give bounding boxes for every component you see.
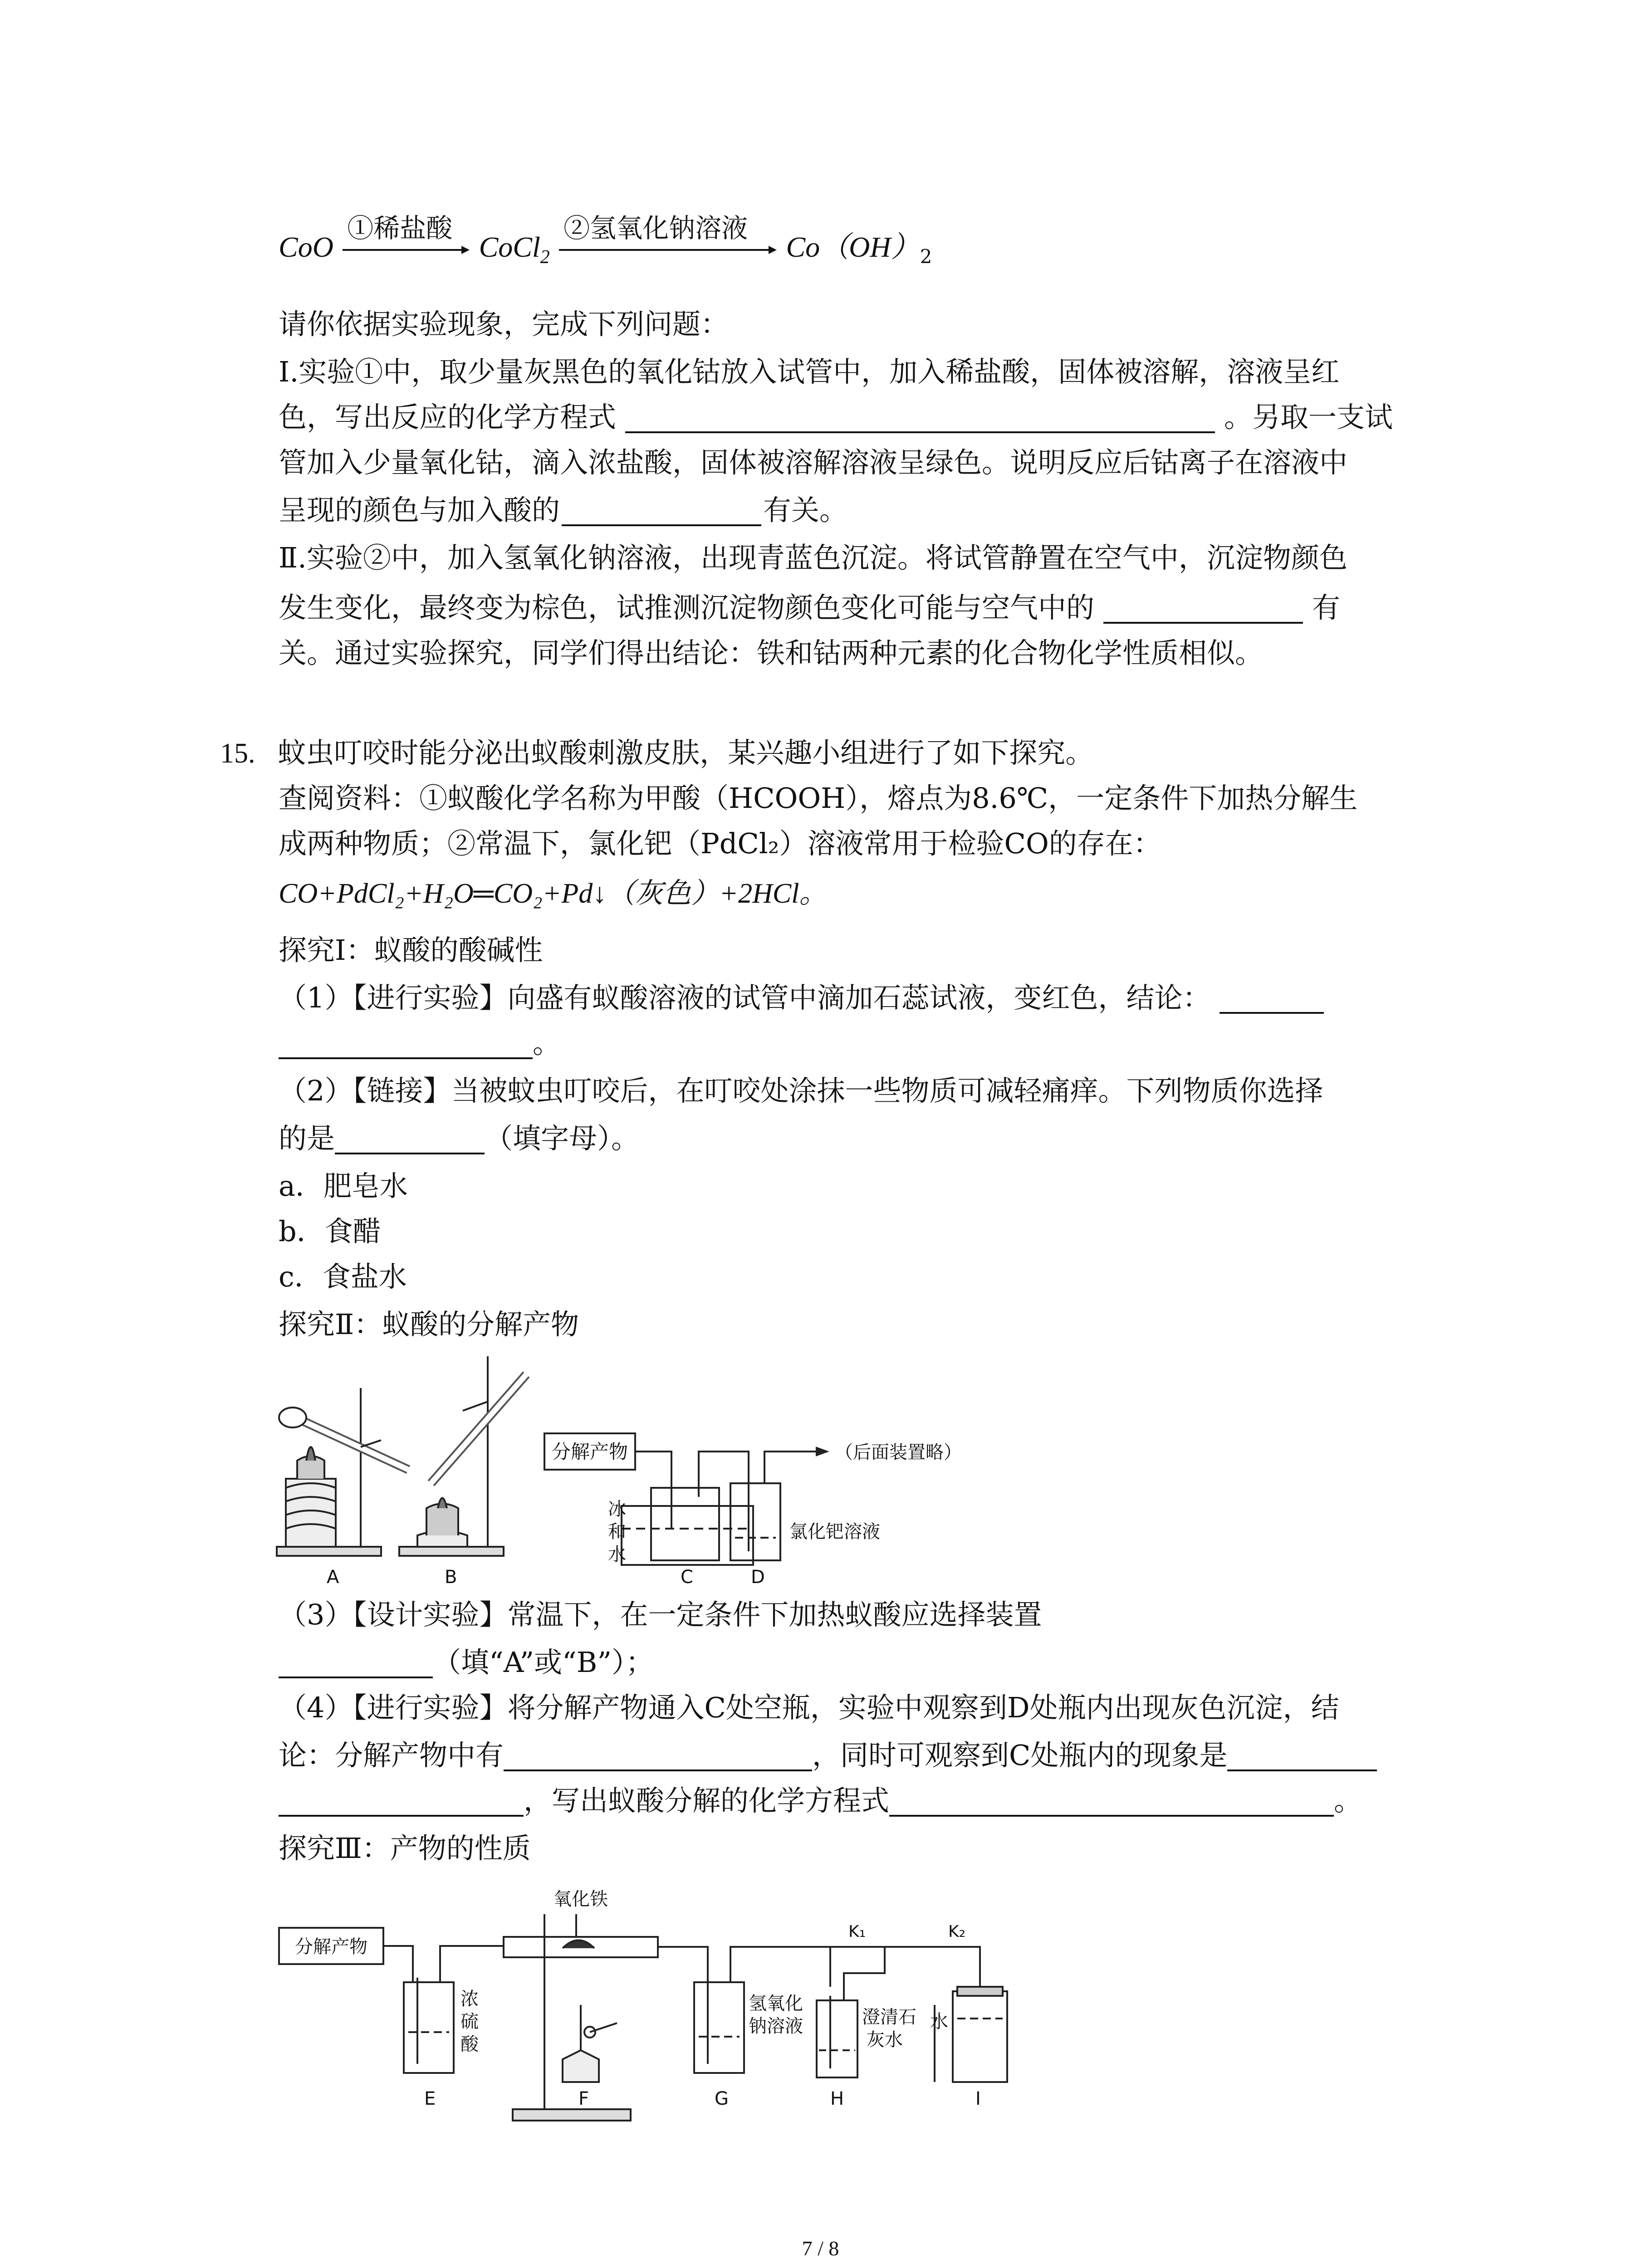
limewater-label: 灰水: [867, 2029, 903, 2050]
question-number: 15.: [220, 738, 255, 769]
apparatus-figure-1: [272, 1347, 1089, 1597]
valve-k1-label: K₁: [848, 1922, 866, 1941]
q15-s4-line2: [279, 1733, 1377, 1778]
answer-blank[interactable]: [1103, 593, 1303, 624]
pdcl2-label: 氯化钯溶液: [789, 1521, 880, 1542]
explore1-title: 探究Ⅰ：蚁酸的酸碱性: [279, 934, 543, 967]
answer-blank[interactable]: [1227, 1740, 1377, 1771]
iron-oxide-label: 氧化铁: [554, 1889, 608, 1910]
q15-text: （1）【进行实验】向盛有蚁酸溶液的试管中滴加石蕊试液，变红色，结论：: [279, 981, 1211, 1014]
reactant: CoO: [279, 231, 333, 263]
q15-text: 的是: [279, 1122, 335, 1155]
answer-blank[interactable]: [279, 1786, 524, 1817]
q15-s4-line3: [279, 1778, 1362, 1823]
answer-blank[interactable]: [279, 1647, 433, 1678]
q14-part2-line3: 关。通过实验探究，同学们得出结论：铁和钴两种元素的化合物化学性质相似。: [279, 636, 1264, 670]
q14-text: 有: [1312, 591, 1341, 624]
arrow-2: [559, 212, 777, 259]
apparatus-figure-2: [272, 1869, 1089, 2141]
q15-text: （填“A”或“B”）；: [433, 1646, 654, 1679]
q15-s3-line1: （3）【设计实验】常温下，在一定条件下加热蚁酸应选择装置: [279, 1598, 1042, 1631]
label-f: F: [578, 2088, 589, 2109]
q14-part1-line4: [279, 488, 847, 533]
q15-s1: [279, 975, 1324, 1021]
label-d: D: [751, 1567, 765, 1588]
explore3-title: 探究Ⅲ：产物的性质: [279, 1832, 531, 1865]
label-h: H: [830, 2088, 844, 2109]
label-i: I: [975, 2088, 981, 2109]
intermediate-subscript: 2: [540, 247, 550, 268]
q15-s1-cont: [279, 1021, 561, 1066]
fig2-box-label: 分解产物: [295, 1936, 367, 1957]
limewater-label: 澄清石: [862, 2007, 916, 2028]
q14-part1-line3: 管加入少量氧化钴，滴入浓盐酸，固体被溶解溶液呈绿色。说明反应后钴离子在溶液中: [279, 446, 1348, 479]
q14-part2-line1: Ⅱ.实验②中，加入氢氧化钠溶液，出现青蓝色沉淀。将试管静置在空气中，沉淀物颜色: [279, 541, 1347, 574]
q14-text: 呈现的颜色与加入酸的: [279, 494, 560, 527]
q14-text: 。另取一支试: [1224, 401, 1393, 434]
q15-title: [220, 730, 1093, 776]
q14-text: 色，写出反应的化学方程式: [279, 401, 617, 434]
option-a: a．肥皂水: [279, 1169, 408, 1202]
answer-blank[interactable]: [335, 1124, 485, 1154]
answer-blank[interactable]: [504, 1740, 812, 1771]
explore2-title: 探究Ⅱ：蚁酸的分解产物: [279, 1308, 579, 1341]
q14-text: 发生变化，最终变为棕色，试推测沉淀物颜色变化可能与空气中的: [279, 591, 1095, 624]
reaction-arrow-1: [343, 243, 470, 257]
reaction-scheme: [279, 212, 932, 278]
conc-acid-label: 浓: [460, 1989, 479, 2009]
product: Co（OH）: [786, 231, 920, 263]
answer-blank[interactable]: [279, 1028, 533, 1059]
q15-s4-line1: （4）【进行实验】将分解产物通入C处空瓶，实验中观察到D处瓶内出现灰色沉淀，结: [279, 1691, 1339, 1724]
label-c: C: [681, 1567, 693, 1588]
water-label: 水: [930, 2011, 948, 2032]
label-b: B: [445, 1567, 457, 1588]
question-title: 蚊虫叮咬时能分泌出蚁酸刺激皮肤，某兴趣小组进行了如下探究。: [278, 736, 1094, 769]
q15-text: （填字母）。: [485, 1122, 640, 1155]
q15-text: ，写出蚁酸分解的化学方程式: [524, 1784, 890, 1817]
label-a: A: [327, 1567, 339, 1588]
q15-s2-line2: [279, 1116, 639, 1161]
q15-text: ，同时可观察到C处瓶内的现象是: [812, 1739, 1228, 1772]
reaction-arrow-2: [559, 243, 777, 257]
step1-label: ①稀盐酸: [347, 212, 453, 244]
q14-intro: 请你依据实验现象，完成下列问题：: [279, 308, 729, 341]
ice-water-label: 和: [608, 1521, 626, 1542]
q15-equation: CO+PdCl₂+H₂O═CO₂+Pd↓（灰色）+2HCl。: [279, 878, 828, 909]
product-subscript: 2: [920, 245, 932, 268]
fig1-omitted-label: （后面装置略）: [835, 1442, 962, 1463]
answer-blank[interactable]: [562, 495, 761, 526]
q15-s2-line1: （2）【链接】当被蚊虫叮咬后，在叮咬处涂抹一些物质可减轻痛痒。下列物质你选择: [279, 1074, 1323, 1107]
q14-text: 有关。: [763, 494, 848, 527]
answer-blank[interactable]: [625, 402, 1215, 433]
label-g: G: [715, 2088, 729, 2109]
option-b: b．食醋: [279, 1215, 381, 1248]
naoh-label: 氢氧化: [749, 1993, 803, 2014]
ice-water-label: 冰: [608, 1499, 626, 1520]
ice-water-label: 水: [608, 1544, 626, 1565]
q15-text: 。: [1334, 1784, 1362, 1817]
q15-s3-line2: [279, 1640, 654, 1685]
answer-blank[interactable]: [889, 1786, 1334, 1817]
page-number: 7 / 8: [802, 2237, 839, 2260]
q14-part1-line2: [279, 395, 1393, 440]
q15-text: 。: [533, 1026, 561, 1060]
valve-k2-label: K₂: [948, 1922, 966, 1941]
label-e: E: [424, 2088, 436, 2109]
q15-text: 论：分解产物中有: [279, 1739, 504, 1772]
answer-blank[interactable]: [1220, 983, 1324, 1014]
q15-info-line1: 查阅资料：①蚁酸化学名称为甲酸（HCOOH），熔点为8.6℃，一定条件下加热分解生: [279, 782, 1358, 815]
q14-part2-line2: [279, 585, 1340, 631]
q14-part1-line1: Ⅰ.实验①中，取少量灰黑色的氧化钴放入试管中，加入稀盐酸，固体被溶解，溶液呈红: [279, 355, 1340, 388]
conc-acid-label: 硫: [460, 2011, 479, 2032]
conc-acid-label: 酸: [460, 2034, 479, 2055]
arrow-1: [343, 212, 470, 259]
step2-label: ②氢氧化钠溶液: [563, 212, 748, 244]
q15-info-line2: 成两种物质；②常温下，氯化钯（PdCl₂）溶液常用于检验CO的存在：: [279, 827, 1161, 860]
naoh-label: 钠溶液: [749, 2016, 803, 2037]
intermediate: CoCl: [479, 231, 540, 263]
fig1-box-label: 分解产物: [551, 1441, 628, 1463]
option-c: c．食盐水: [279, 1260, 407, 1293]
